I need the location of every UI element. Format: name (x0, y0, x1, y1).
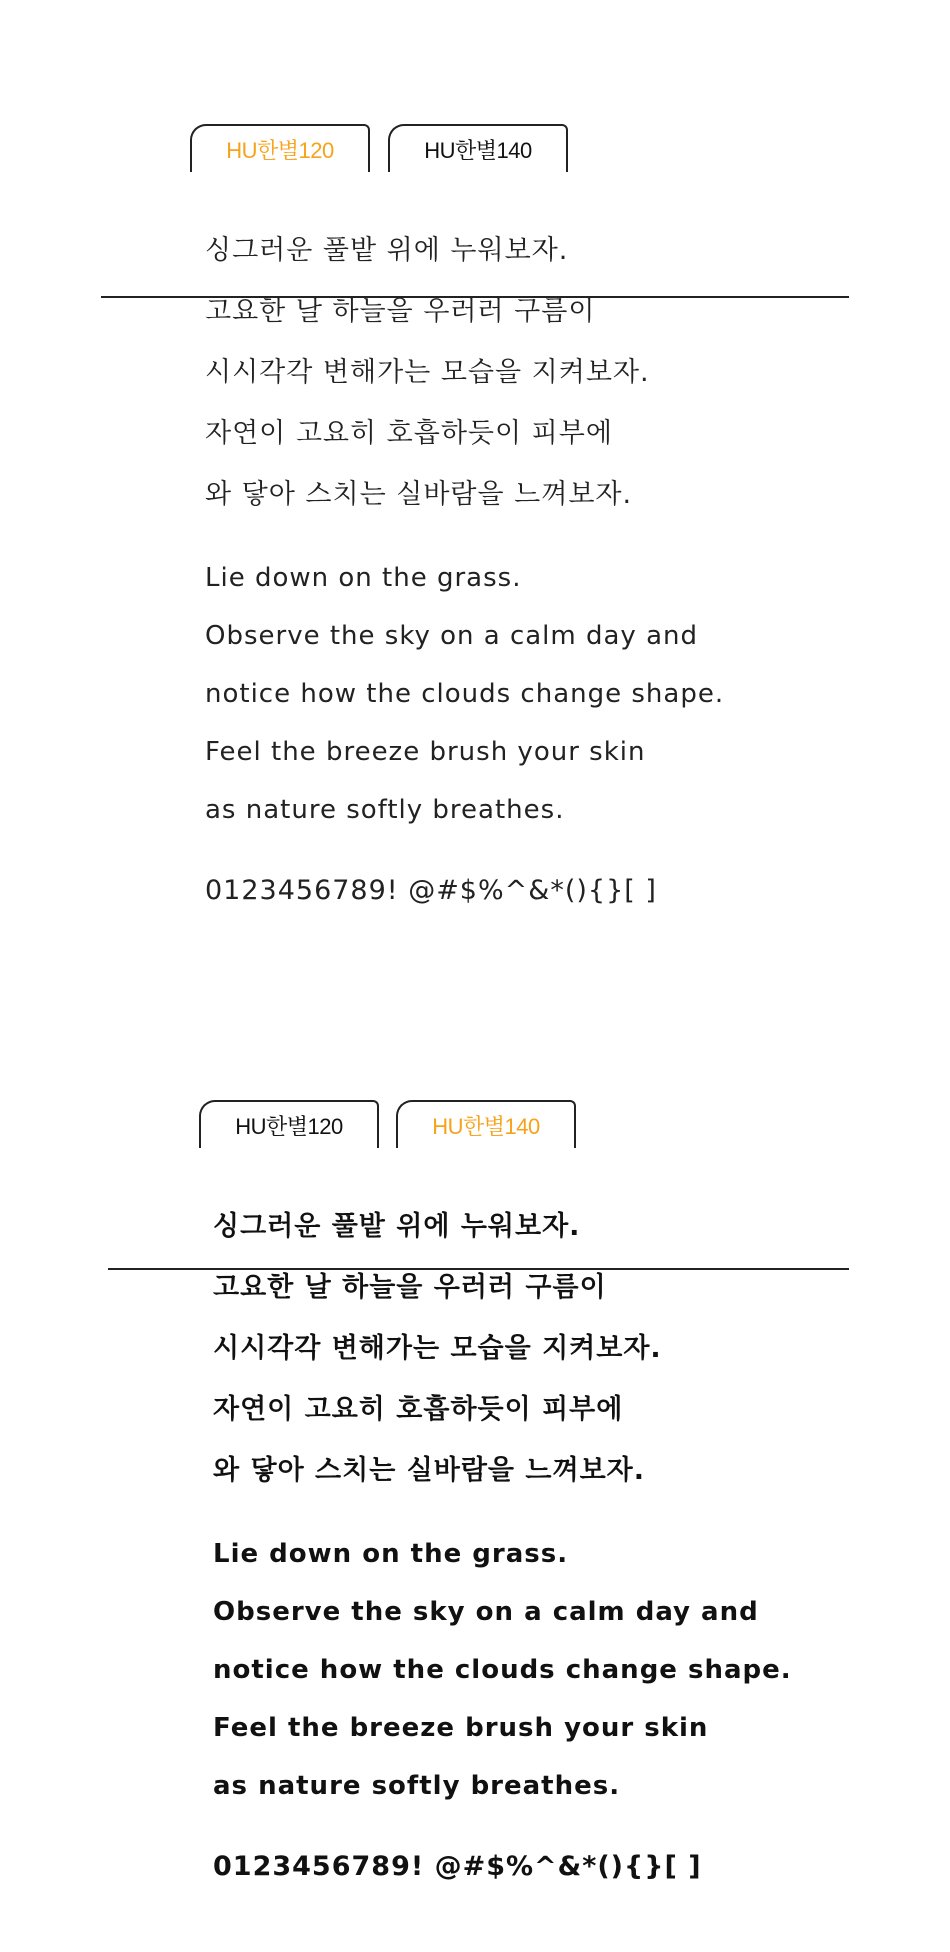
tab-hu-hanbyeol-140[interactable]: HU한별140 (388, 124, 568, 172)
english-line: Observe the sky on a calm day and (205, 621, 699, 651)
english-line: Lie down on the grass. (213, 1539, 569, 1569)
english-line: as nature softly breathes. (205, 795, 565, 825)
korean-line: 고요한 날 하늘을 우러러 구름이 (205, 296, 596, 327)
font-sample-text (213, 1196, 792, 1897)
font-preview-panel-1 (0, 0, 950, 960)
korean-line: 싱그러운 풀밭 위에 누워보자. (213, 1211, 581, 1242)
font-tabs (0, 124, 950, 174)
tab-hu-hanbyeol-120[interactable]: HU한별120 (199, 1100, 379, 1148)
tab-hu-hanbyeol-120[interactable]: HU한별120 (190, 124, 370, 172)
english-line: as nature softly breathes. (213, 1771, 621, 1801)
symbols-sample: 0123456789! @#$%^&*(){}[ ] (205, 875, 657, 906)
symbols-sample: 0123456789! @#$%^&*(){}[ ] (213, 1851, 702, 1882)
tab-hu-hanbyeol-140[interactable]: HU한별140 (396, 1100, 576, 1148)
english-line: Feel the breeze brush your skin (213, 1713, 709, 1743)
english-sample (213, 1525, 792, 1815)
english-line: Lie down on the grass. (205, 563, 522, 593)
korean-line: 시시각각 변해가는 모습을 지켜보자. (213, 1333, 662, 1364)
korean-line: 와 닿아 스치는 실바람을 느껴보자. (213, 1455, 646, 1486)
english-line: Observe the sky on a calm day and (213, 1597, 759, 1627)
korean-line: 고요한 날 하늘을 우러러 구름이 (213, 1272, 607, 1303)
korean-line: 자연이 고요히 호흡하듯이 피부에 (213, 1394, 624, 1425)
font-tabs (0, 1100, 950, 1150)
korean-sample (205, 220, 724, 525)
korean-line: 자연이 고요히 호흡하듯이 피부에 (205, 418, 613, 449)
english-line: notice how the clouds change shape. (205, 679, 725, 709)
korean-line: 와 닿아 스치는 실바람을 느껴보자. (205, 479, 633, 510)
english-line: Feel the breeze brush your skin (205, 737, 646, 767)
english-line: notice how the clouds change shape. (213, 1655, 792, 1685)
font-preview-panel-2 (0, 980, 950, 1952)
korean-line: 싱그러운 풀밭 위에 누워보자. (205, 235, 569, 266)
font-sample-text (205, 220, 724, 921)
korean-line: 시시각각 변해가는 모습을 지켜보자. (205, 357, 650, 388)
english-sample (205, 549, 724, 839)
korean-sample (213, 1196, 792, 1501)
